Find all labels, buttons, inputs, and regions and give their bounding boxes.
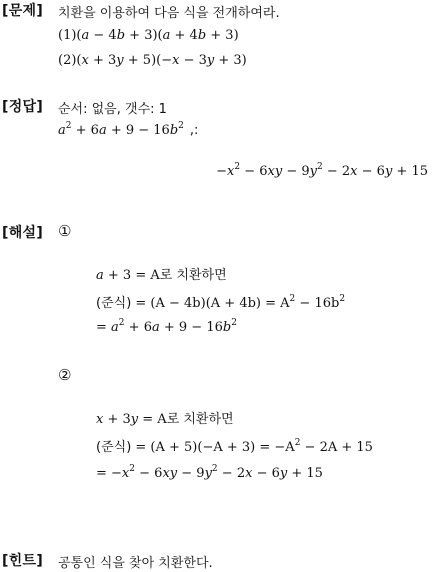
answer-1-tail: ,: [189,123,199,138]
step-1-result: = $a^2 + 6a + 9 - 16b^2$ [96,317,237,335]
hint-tag: [힌트] [2,553,44,569]
step-2-original-label: (준식) [96,440,132,455]
answer-tag: [정답] [2,99,44,115]
problem-tag: [문제] [2,3,44,19]
step-1-marker: ① [58,222,72,240]
answer-2: $-x^2 - 6xy - 9y^2 - 2x - 6y + 15$ [216,161,428,179]
step-1-substitution: a + 3 = A로 치환하면 [96,268,227,283]
step-2-result: = $-x^2 - 6xy - 9y^2 - 2x - 6y + 15$ [96,463,323,481]
answer-order-note: 순서: 없음, 갯수: 1 [58,102,167,117]
step-2-substitution: x + 3y = A로 치환하면 [96,412,234,427]
step-2-marker: ② [58,366,72,384]
item-1-prefix: (1) [58,28,77,43]
problem-item-1: (1)(a − 4b + 3)(a + 4b + 3) [58,28,239,43]
step-2-expand: (준식) = $(A + 5)(-A + 3) = -A^2 - 2A + 15$ [96,437,373,455]
explanation-tag: [해설] [2,225,44,241]
step-1-sub-suffix: 로 치환하면 [159,268,227,283]
problem-item-2: (2)(x + 3y + 5)(−x − 3y + 3) [58,53,247,68]
problem-prompt: 치환을 이용하여 다음 식을 전개하여라. [58,6,280,21]
step-1-original-label: (준식) [96,296,132,311]
step-2-sub-suffix: 로 치환하면 [166,412,234,427]
hint-text: 공통인 식을 찾아 치환한다. [58,556,213,571]
item-2-prefix: (2) [58,53,77,68]
step-1-expand: (준식) = $(A - 4b)(A + 4b) = A^2 - 16b^2$ [96,293,346,311]
answer-1: $a^2 + 6a + 9 - 16b^2$ ,: [58,120,199,138]
